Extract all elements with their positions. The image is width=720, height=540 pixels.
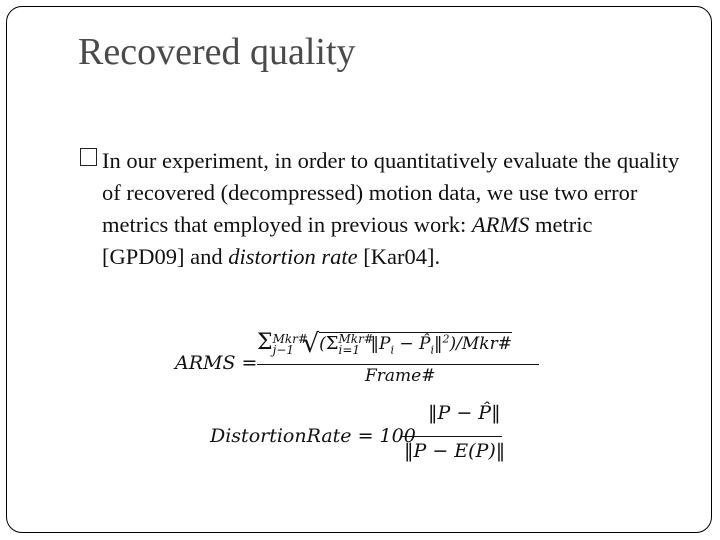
distortion-rate-equation: [210, 400, 510, 470]
arms-fraction-bar: [257, 364, 539, 365]
arms-lhs: ARMS =: [175, 352, 258, 374]
paragraph-prefix: In our experiment, in order to quantitatively evaluate the quality of recovered (decompressed) motion data, we use two error metrics that employed in previous work:: [102, 148, 680, 237]
paragraph-arms: ARMS: [471, 212, 530, 237]
paragraph-distortion-rate: distortion rate: [228, 244, 358, 269]
arms-numerator: Σ Mkr# j−1 √(Σ Mkr# i=1 $‖P_i$ − $P̂_i‖^2)/Mkr\#$: [257, 329, 512, 359]
distortion-denominator: ‖P − E(P)‖: [404, 440, 506, 462]
slide-title: Recovered quality: [78, 31, 356, 73]
body-paragraph: [80, 145, 680, 273]
distortion-fraction-bar: [402, 436, 502, 437]
arms-denominator: Frame#: [365, 366, 436, 386]
paragraph-text: [80, 145, 680, 273]
distortion-lhs: DistortionRate = 100: [210, 425, 416, 447]
distortion-numerator: ‖P − P̂‖: [428, 402, 501, 424]
arms-equation: [175, 322, 545, 392]
bullet-box-icon: [80, 148, 97, 166]
paragraph-suffix: [Kar04].: [357, 244, 441, 269]
paragraph-middle: metric [GPD09] and: [102, 212, 593, 269]
